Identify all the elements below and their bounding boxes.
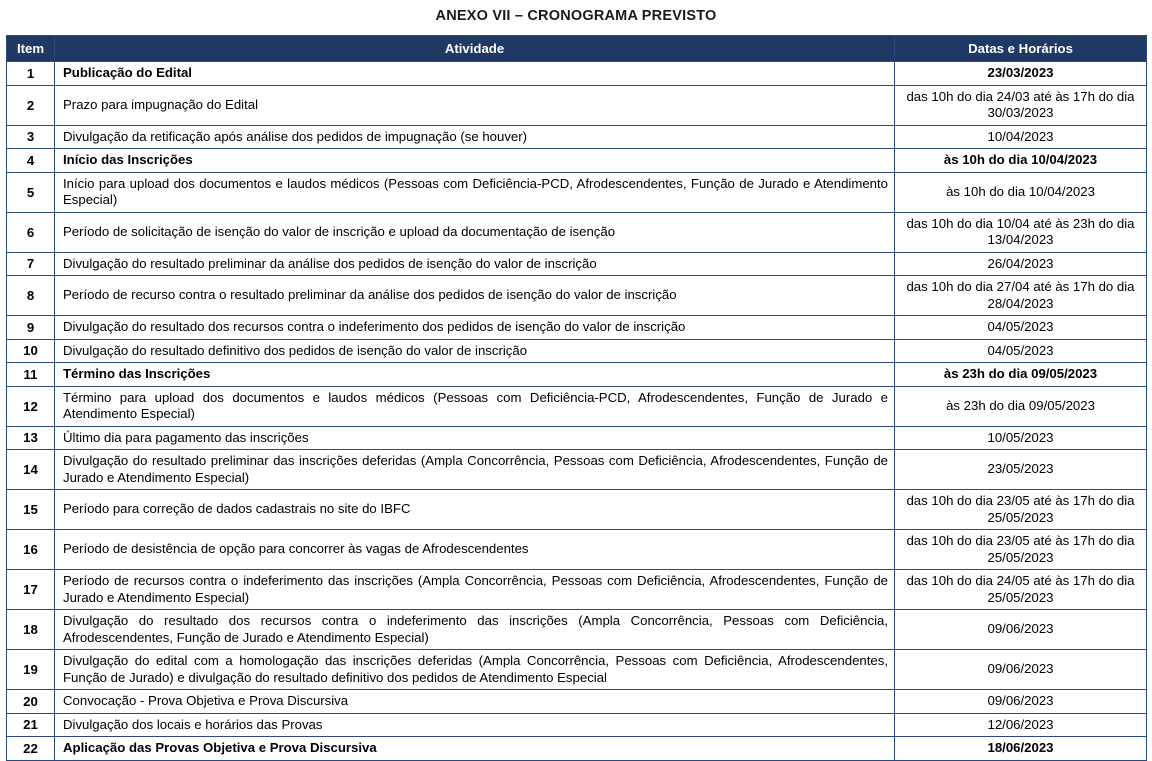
row-activity-text: Período para correção de dados cadastrais no site do IBFC bbox=[55, 490, 895, 530]
row-activity-text: Divulgação do resultado preliminar da análise dos pedidos de isenção do valor de inscrição bbox=[55, 252, 895, 276]
row-date-text: 10/04/2023 bbox=[895, 125, 1147, 149]
row-date-text: 04/05/2023 bbox=[895, 316, 1147, 340]
row-activity-text: Prazo para impugnação do Edital bbox=[55, 85, 895, 125]
row-date-text: das 10h do dia 27/04 até às 17h do dia 28/04/2023 bbox=[895, 276, 1147, 316]
table-row bbox=[7, 426, 1147, 450]
table-row bbox=[7, 570, 1147, 610]
column-header-activity: Atividade bbox=[55, 36, 895, 62]
row-date-text: às 23h do dia 09/05/2023 bbox=[895, 386, 1147, 426]
table-row bbox=[7, 62, 1147, 86]
row-item-number: 20 bbox=[7, 690, 55, 714]
row-date-text: das 10h do dia 24/03 até às 17h do dia 30/03/2023 bbox=[895, 85, 1147, 125]
table-header bbox=[7, 36, 1147, 62]
table-row bbox=[7, 650, 1147, 690]
table-row bbox=[7, 125, 1147, 149]
row-date-text: 04/05/2023 bbox=[895, 339, 1147, 363]
table-row bbox=[7, 85, 1147, 125]
row-item-number: 14 bbox=[7, 450, 55, 490]
row-activity-text: Período de recursos contra o indeferimento das inscrições (Ampla Concorrência, Pessoas com Deficiência, Afrodescendentes, Função de Jurado e Atendimento Especial) bbox=[55, 570, 895, 610]
row-date-text: 09/06/2023 bbox=[895, 610, 1147, 650]
row-activity-text: Término das Inscrições bbox=[55, 363, 895, 387]
row-activity-text: Início para upload dos documentos e laudos médicos (Pessoas com Deficiência-PCD, Afrodescendentes, Função de Jurado e Atendimento Especial) bbox=[55, 172, 895, 212]
row-activity-text: Início das Inscrições bbox=[55, 149, 895, 173]
row-activity-text: Período de recurso contra o resultado preliminar da análise dos pedidos de isenção do valor de inscrição bbox=[55, 276, 895, 316]
table-row bbox=[7, 737, 1147, 761]
row-item-number: 8 bbox=[7, 276, 55, 316]
row-item-number: 18 bbox=[7, 610, 55, 650]
row-activity-text: Divulgação dos locais e horários das Provas bbox=[55, 713, 895, 737]
page-title: ANEXO VII – CRONOGRAMA PREVISTO bbox=[435, 8, 717, 24]
row-item-number: 6 bbox=[7, 212, 55, 252]
row-date-text: das 10h do dia 10/04 até às 23h do dia 13/04/2023 bbox=[895, 212, 1147, 252]
row-date-text: 09/06/2023 bbox=[895, 650, 1147, 690]
row-date-text: 23/05/2023 bbox=[895, 450, 1147, 490]
row-date-text: 23/03/2023 bbox=[895, 62, 1147, 86]
row-activity-text: Divulgação do edital com a homologação das inscrições deferidas (Ampla Concorrência, Pessoas com Deficiência, Afrodescendentes, Função de Jurado) e divulgação do resultado definitivo dos pedidos de Atendimento Especial bbox=[55, 650, 895, 690]
row-activity-text: Divulgação do resultado dos recursos contra o indeferimento das inscrições (Ampla Concorrência, Pessoas com Deficiência, Afrodescendentes, Função de Jurado e Atendimento Especial) bbox=[55, 610, 895, 650]
row-item-number: 22 bbox=[7, 737, 55, 761]
row-item-number: 17 bbox=[7, 570, 55, 610]
row-item-number: 9 bbox=[7, 316, 55, 340]
row-activity-text: Período de solicitação de isenção do valor de inscrição e upload da documentação de isenção bbox=[55, 212, 895, 252]
schedule-table bbox=[6, 35, 1147, 761]
row-activity-text: Último dia para pagamento das inscrições bbox=[55, 426, 895, 450]
row-date-text: 26/04/2023 bbox=[895, 252, 1147, 276]
table-row bbox=[7, 316, 1147, 340]
table-row bbox=[7, 690, 1147, 714]
row-item-number: 1 bbox=[7, 62, 55, 86]
row-item-number: 5 bbox=[7, 172, 55, 212]
table-row bbox=[7, 713, 1147, 737]
row-date-text: às 10h do dia 10/04/2023 bbox=[895, 172, 1147, 212]
row-item-number: 3 bbox=[7, 125, 55, 149]
column-header-item: Item bbox=[7, 36, 55, 62]
table-row bbox=[7, 450, 1147, 490]
row-item-number: 13 bbox=[7, 426, 55, 450]
row-activity-text: Término para upload dos documentos e laudos médicos (Pessoas com Deficiência-PCD, Afrodescendentes, Função de Jurado e Atendimento Especial) bbox=[55, 386, 895, 426]
table-header-row bbox=[7, 36, 1147, 62]
row-item-number: 21 bbox=[7, 713, 55, 737]
row-item-number: 4 bbox=[7, 149, 55, 173]
row-date-text: às 10h do dia 10/04/2023 bbox=[895, 149, 1147, 173]
row-activity-text: Publicação do Edital bbox=[55, 62, 895, 86]
row-activity-text: Divulgação do resultado preliminar das inscrições deferidas (Ampla Concorrência, Pessoas com Deficiência, Afrodescendentes, Função de Jurado e Atendimento Especial) bbox=[55, 450, 895, 490]
row-activity-text: Divulgação do resultado definitivo dos pedidos de isenção do valor de inscrição bbox=[55, 339, 895, 363]
row-activity-text: Divulgação da retificação após análise dos pedidos de impugnação (se houver) bbox=[55, 125, 895, 149]
row-item-number: 16 bbox=[7, 530, 55, 570]
table-row bbox=[7, 530, 1147, 570]
table-row bbox=[7, 490, 1147, 530]
row-item-number: 19 bbox=[7, 650, 55, 690]
row-activity-text: Aplicação das Provas Objetiva e Prova Discursiva bbox=[55, 737, 895, 761]
table-row bbox=[7, 363, 1147, 387]
row-activity-text: Divulgação do resultado dos recursos contra o indeferimento dos pedidos de isenção do valor de inscrição bbox=[55, 316, 895, 340]
table-row bbox=[7, 610, 1147, 650]
row-item-number: 12 bbox=[7, 386, 55, 426]
row-activity-text: Convocação - Prova Objetiva e Prova Discursiva bbox=[55, 690, 895, 714]
row-date-text: 09/06/2023 bbox=[895, 690, 1147, 714]
row-date-text: 10/05/2023 bbox=[895, 426, 1147, 450]
row-activity-text: Período de desistência de opção para concorrer às vagas de Afrodescendentes bbox=[55, 530, 895, 570]
row-item-number: 7 bbox=[7, 252, 55, 276]
row-date-text: 18/06/2023 bbox=[895, 737, 1147, 761]
table-row bbox=[7, 212, 1147, 252]
row-date-text: das 10h do dia 23/05 até às 17h do dia 25/05/2023 bbox=[895, 490, 1147, 530]
table-row bbox=[7, 149, 1147, 173]
table-row bbox=[7, 276, 1147, 316]
row-item-number: 10 bbox=[7, 339, 55, 363]
table-body bbox=[7, 62, 1147, 761]
row-date-text: às 23h do dia 09/05/2023 bbox=[895, 363, 1147, 387]
row-item-number: 11 bbox=[7, 363, 55, 387]
row-date-text: das 10h do dia 24/05 até às 17h do dia 25/05/2023 bbox=[895, 570, 1147, 610]
row-item-number: 15 bbox=[7, 490, 55, 530]
table-row bbox=[7, 252, 1147, 276]
row-date-text: das 10h do dia 23/05 até às 17h do dia 25/05/2023 bbox=[895, 530, 1147, 570]
column-header-dates: Datas e Horários bbox=[895, 36, 1147, 62]
table-row bbox=[7, 172, 1147, 212]
row-item-number: 2 bbox=[7, 85, 55, 125]
table-row bbox=[7, 386, 1147, 426]
row-date-text: 12/06/2023 bbox=[895, 713, 1147, 737]
table-row bbox=[7, 339, 1147, 363]
